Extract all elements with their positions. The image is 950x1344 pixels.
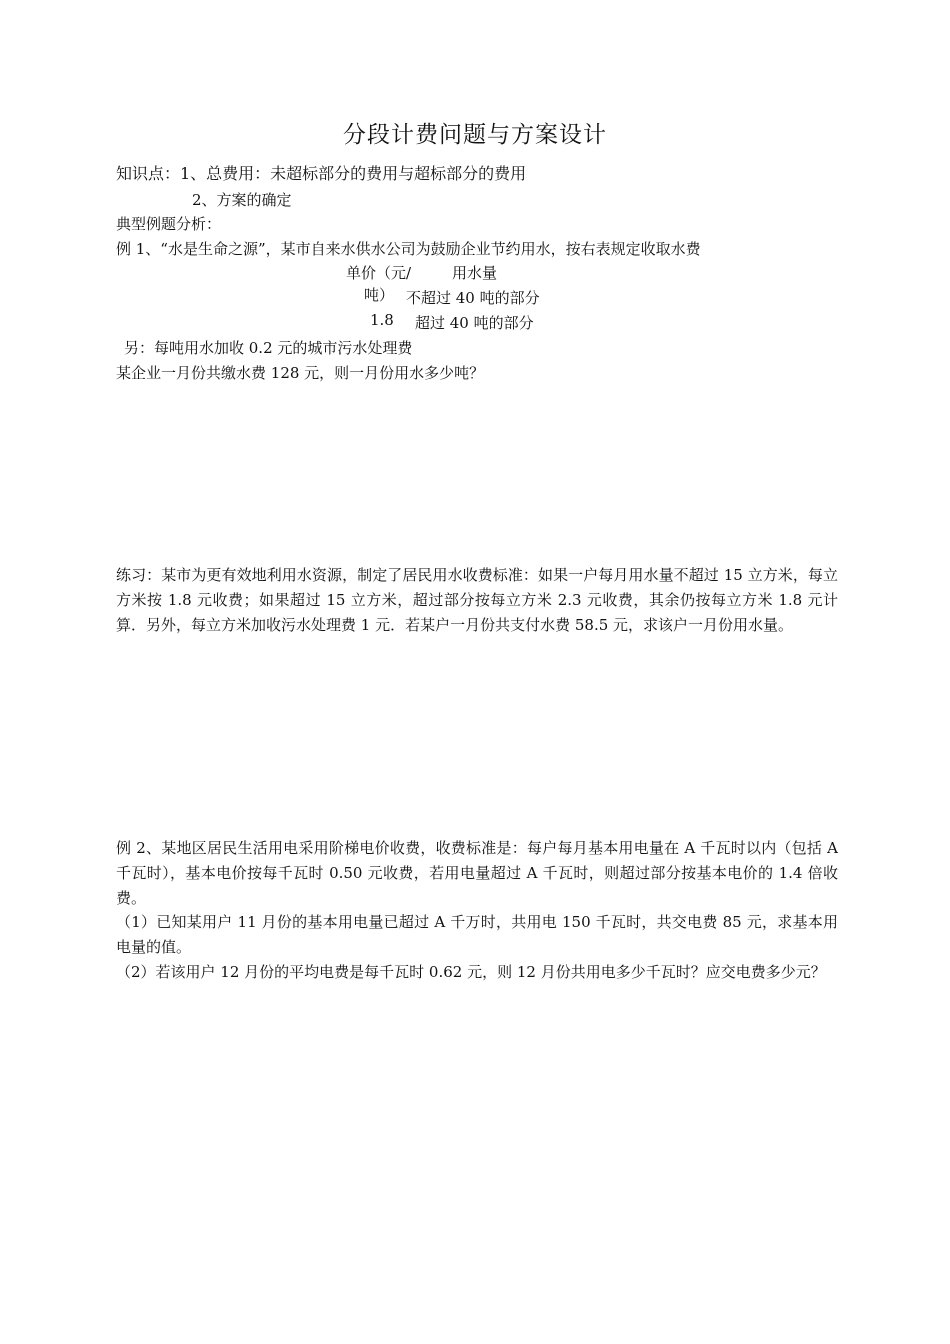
table-row-2-usage: 超过 40 吨的部分 (415, 314, 534, 332)
example-2-intro: 例 2、某地区居民生活用电采用阶梯电价收费，收费标准是：每户每月基本用电量在 A 千瓦时以内（包括 A 千瓦时），基本电价按每千瓦时 0.50 元收费，若用电量超过 A 千瓦时，则超过部分按基本电价的 1.4 倍收费。 (116, 839, 838, 907)
example-1-question: 某企业一月份共缴水费 128 元，则一月份用水多少吨？ (116, 364, 485, 382)
knowledge-point-line-1: 知识点：1、总费用：未超标部分的费用与超标部分的费用 (116, 164, 527, 183)
table-header-usage: 用水量 (452, 264, 498, 282)
example-2-question-1: （1）已知某用户 11 月份的基本用电量已超过 A 千万时，共用电 150 千瓦时，共交电费 85 元，求基本用电量的值。 (116, 913, 838, 956)
table-header-price-unit: 吨） (364, 286, 395, 304)
knowledge-point-line-2: 2、方案的确定 (192, 191, 292, 209)
page-title: 分段计费问题与方案设计 (343, 122, 607, 148)
example-1-intro: 例 1、“水是生命之源”，某市自来水供水公司为鼓励企业节约用水，按右表规定收取水费 (116, 240, 701, 258)
example-2-question-2: （2）若该用户 12 月份的平均电费是每千瓦时 0.62 元，则 12 月份共用电多少千瓦时？应交电费多少元？ (116, 963, 826, 981)
table-price-value: 1.8 (370, 311, 394, 329)
example-1-note: 另：每吨用水加收 0.2 元的城市污水处理费 (124, 339, 413, 357)
practice-problem: 练习：某市为更有效地利用水资源，制定了居民用水收费标准：如果一户每月用水量不超过 15 立方米，每立方米按 1.8 元收费；如果超过 15 立方米，超过部分按每立方米 2.3 元收费，其余仍按每立方米 1.8 元计算．另外，每立方米加收污水处理费 1 元．若某户一月份共支付水费 58.5 元，求该户一月份用水量。 (116, 566, 838, 634)
table-row-1-usage: 不超过 40 吨的部分 (406, 289, 540, 307)
typical-examples-heading: 典型例题分析： (116, 215, 222, 233)
table-header-price: 单价（元/ (346, 264, 412, 282)
